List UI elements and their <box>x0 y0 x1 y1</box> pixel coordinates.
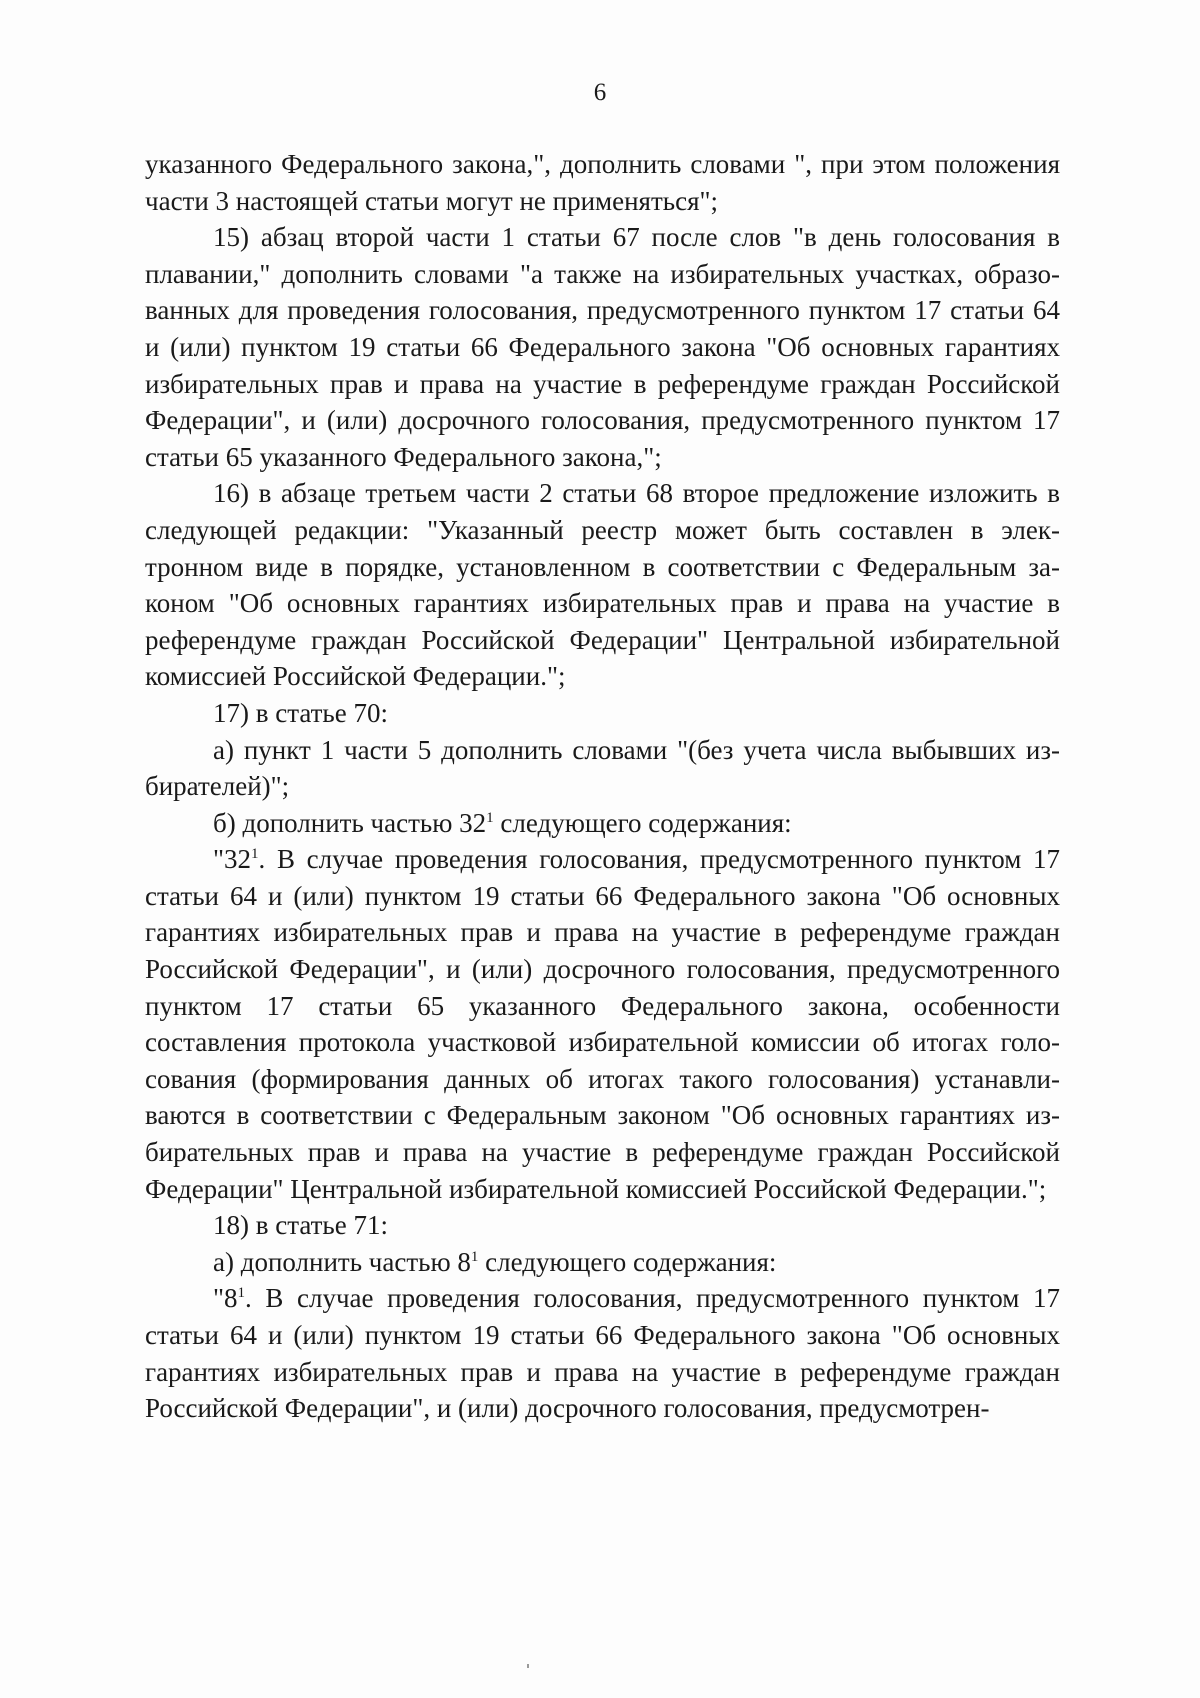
superscript: 1 <box>237 1285 246 1302</box>
paragraph-part-8-1 <box>145 1280 1060 1426</box>
paragraph-item-18: 18) в статье 71: <box>213 1210 388 1241</box>
text-run: следующего содержания: <box>478 1246 777 1277</box>
paragraph-item-17: 17) в статье 70: <box>213 697 388 728</box>
text-run: . В случае проведения голосования, предусмотренного пунктом 17 статьи 64 и (или) пунктом 19 статьи 66 Федерального закона "Об основных гарантиях избирательных прав и права на участие в референдуме граждан Российской Федерации", и (или) досрочного голосования, предусмотренного пунктом 17 статьи 65 указанного Федерального закона, особенности составления протокола участковой избирательной комиссии об итогах голосования (формирования данных об итогах такого голосования) устанавливаются в соответствии с Федеральным законом "Об основных гарантиях избирательных прав и права на участие в референдуме граждан Российской Федерации" Центральной избирательной комиссией Российской Федерации."; <box>145 844 1060 1204</box>
paragraph-part-32-1 <box>145 841 1060 1207</box>
paragraph-item-17a: а) пункт 1 части 5 дополнить словами "(без учета числа выбывших избирателей)"; <box>145 734 1060 802</box>
paragraph-item-15: 15) абзац второй части 1 статьи 67 после слов "в день голосования в плавании," дополнить словами "а также на избирательных участках, образованных для проведения голосования, предусмотренного пунктом 17 статьи 64 и (или) пунктом 19 статьи 66 Федерального закона "Об основных гарантиях избирательных прав и права на участие в референдуме граждан Российской Федерации", и (или) досрочного голосования, предусмотренного пунктом 17 статьи 65 указанного Федерального закона,"; <box>145 222 1060 472</box>
superscript: 1 <box>470 1248 479 1265</box>
paragraph-item-16: 16) в абзаце третьем части 2 статьи 68 второе предложение изложить в следующей редакции: "Указанный реестр может быть составлен в электронном виде в порядке, установленном в соответствии с Федеральным законом "Об основных гарантиях избирательных прав и права на участие в референдуме граждан Российской Федерации" Центральной избирательной комиссией Российской Федерации."; <box>145 478 1060 692</box>
superscript: 1 <box>251 846 259 863</box>
text-run: "8 <box>213 1283 238 1314</box>
text-run: следующего содержания: <box>493 807 792 838</box>
scan-speck <box>527 1664 529 1668</box>
paragraph-continuation: указанного Федерального закона,", дополнить словами ", при этом положения части 3 настоящей статьи могут не применяться"; <box>145 149 1060 216</box>
paragraph-item-17b <box>145 805 1060 842</box>
paragraph-item-18a <box>145 1244 1060 1281</box>
superscript: 1 <box>486 809 494 826</box>
text-run: "32 <box>213 844 252 875</box>
text-run: . В случае проведения голосования, предусмотренного пунктом 17 статьи 64 и (или) пунктом 19 статьи 66 Федерального закона "Об основных гарантиях избирательных прав и права на участие в референдуме граждан Российской Федерации", и (или) досрочного голосования, предусмотрен- <box>145 1283 1060 1424</box>
page-number: 6 <box>593 79 607 106</box>
text-run: а) дополнить частью 8 <box>213 1246 471 1277</box>
text-run: б) дополнить частью 32 <box>213 807 487 838</box>
document-body <box>145 146 1060 1427</box>
